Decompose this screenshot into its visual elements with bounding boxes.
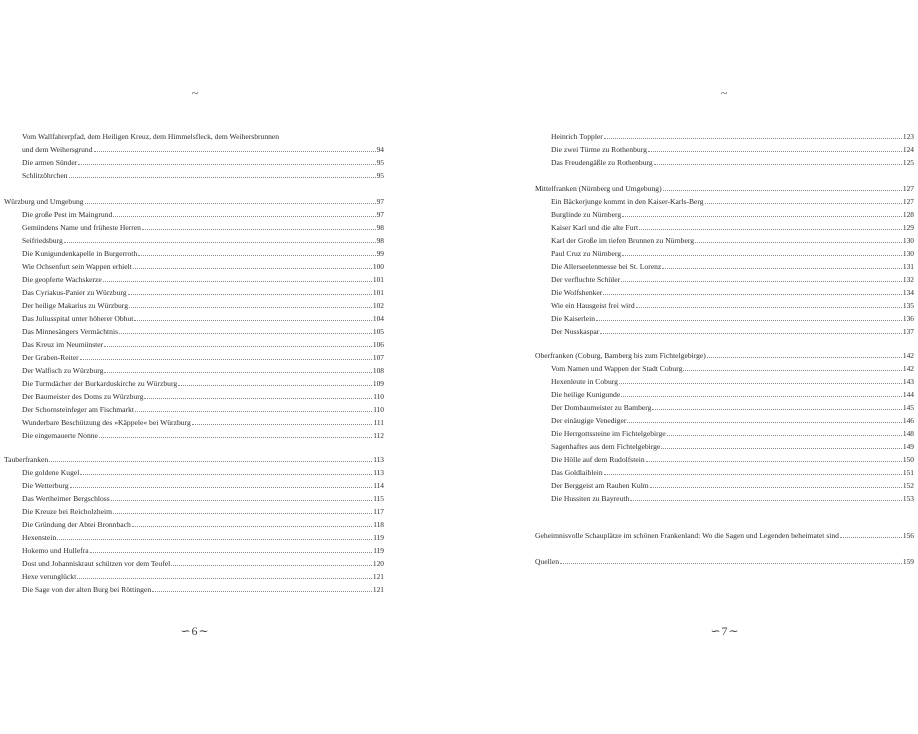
toc-entry-title: Mittelfranken (Nürnberg und Umgebung) — [535, 184, 662, 193]
dot-leader — [600, 333, 902, 334]
toc-entry-page-number: 98 — [376, 236, 384, 245]
toc-entry — [551, 245, 914, 258]
toc-entry-page-number: 110 — [373, 405, 384, 414]
toc-entry-title: Der Graben-Reiter — [22, 353, 79, 362]
toc-entry-page-number: 97 — [376, 197, 384, 206]
toc-entry-page-number: 95 — [376, 171, 384, 180]
dot-leader — [695, 242, 902, 243]
toc-entry-title: Dost und Johanniskraut schützen vor dem Teufel — [22, 559, 171, 568]
toc-entry-title: Karl der Große im tiefen Brunnen zu Nürnberg — [551, 236, 695, 245]
toc-entry-page-number: 94 — [376, 145, 384, 154]
toc-entry-title: Hexenleute in Coburg — [551, 377, 618, 386]
toc-entry-title: Vom Wallfahrerpfad, dem Heiligen Kreuz, dem Himmelsfleck, dem Weihersbrunnen — [22, 132, 280, 141]
toc-entry — [22, 232, 384, 245]
toc-entry-page-number: 128 — [902, 210, 914, 219]
toc-entry-page-number: 131 — [902, 262, 914, 271]
toc-entry-page-number: 142 — [902, 364, 914, 373]
toc-entry-title: Die geopferte Wachskerze — [22, 275, 102, 284]
dot-leader — [663, 190, 902, 191]
toc-entry-page-number: 113 — [373, 455, 384, 464]
toc-entry — [551, 425, 914, 438]
toc-entry-title: Die heilige Kunigunde — [551, 390, 621, 399]
dot-leader — [99, 437, 372, 438]
toc-entry-title: Die Allerseelenmesse bei St. Lorenz — [551, 262, 662, 271]
dot-leader — [113, 216, 375, 217]
toc-entry-title: Burglinde zu Nürnberg — [551, 210, 622, 219]
toc-entry-page-number: 117 — [373, 507, 384, 516]
toc-entry — [551, 193, 914, 206]
page-number: ∽6∼ — [180, 624, 210, 638]
dot-leader — [49, 461, 372, 462]
toc-entry-page-number: 99 — [376, 249, 384, 258]
toc-entry-page-number: 149 — [902, 442, 914, 451]
dot-leader — [80, 359, 372, 360]
toc-entry — [22, 490, 384, 503]
dot-leader — [119, 333, 372, 334]
toc-entry-title: Die Kaiserlein — [551, 314, 596, 323]
toc-entry-title: Der Walfisch zu Würzburg — [22, 366, 104, 375]
toc-entry — [22, 310, 384, 323]
dot-leader — [113, 513, 372, 514]
toc-entry-title: Die Wolfshenker — [551, 288, 603, 297]
dot-leader — [603, 294, 902, 295]
toc-entry-title: Der Berggeist am Rauhen Kulm — [551, 481, 649, 490]
toc-entry-title: Würzburg und Umgebung — [4, 197, 84, 206]
toc-entry-page-number: 127 — [902, 184, 914, 193]
dot-leader — [104, 372, 371, 373]
toc-entry-page-number: 130 — [902, 236, 914, 245]
toc-entry-page-number: 110 — [373, 392, 384, 401]
toc-entry-title: Geheimnisvolle Schauplätze im schönen Frankenland: Wo die Sagen und Legenden beheimatet sind — [535, 531, 839, 540]
toc-entry-title: Die armen Sünder — [22, 158, 78, 167]
toc-entry-title: Die Hölle auf dem Rudolfstein — [551, 455, 645, 464]
toc-entry-title: Sagenhaftes aus dem Fichtelgebirge — [551, 442, 661, 451]
toc-entry-title: Schlitzöhrchen — [22, 171, 68, 180]
toc-entry-page-number: 100 — [372, 262, 384, 271]
toc-entry-title: Die Kunigundenkapelle in Burgerroth — [22, 249, 138, 258]
toc-entry-page-number: 150 — [902, 455, 914, 464]
toc-entry-page-number: 111 — [373, 418, 384, 427]
toc-entry — [22, 375, 384, 388]
toc-entry — [22, 401, 384, 414]
toc-entry — [551, 373, 914, 386]
toc-entry-page-number: 129 — [902, 223, 914, 232]
toc-entry — [22, 503, 384, 516]
toc-entry — [551, 323, 914, 336]
toc-entry — [551, 154, 914, 167]
toc-entry — [551, 490, 914, 503]
dot-leader — [654, 164, 902, 165]
toc-entry — [22, 427, 384, 440]
dot-leader — [646, 461, 902, 462]
toc-entry-title: Die Wetterburg — [22, 481, 69, 490]
toc-entry-page-number: 101 — [372, 275, 384, 284]
toc-entry-title: Die Hussiten zu Bayreuth — [551, 494, 630, 503]
dot-leader — [621, 396, 902, 397]
toc-entry-page-number: 146 — [902, 416, 914, 425]
toc-entry — [551, 310, 914, 323]
dot-leader — [596, 320, 902, 321]
top-ornament: ~ — [720, 86, 728, 100]
dot-leader — [639, 229, 902, 230]
toc-entry-page-number: 125 — [902, 158, 914, 167]
dot-leader — [144, 398, 372, 399]
toc-entry — [551, 206, 914, 219]
dot-leader — [604, 138, 902, 139]
toc-entry — [551, 258, 914, 271]
toc-entry-title: Der Dombaumeister zu Bamberg — [551, 403, 652, 412]
dot-leader — [142, 229, 376, 230]
toc-entry-title: Vom Namen und Wappen der Stadt Coburg — [551, 364, 683, 373]
dot-leader — [652, 409, 901, 410]
toc-entry-title: Paul Cruz zu Nürnberg — [551, 249, 622, 258]
toc-entry-page-number: 107 — [372, 353, 384, 362]
toc-entry — [551, 219, 914, 232]
dot-leader — [707, 357, 902, 358]
toc-entry-page-number: 121 — [372, 572, 384, 581]
dot-leader — [560, 563, 902, 564]
toc-entry — [551, 386, 914, 399]
toc-entry — [551, 451, 914, 464]
toc-entry — [22, 542, 384, 555]
dot-leader — [840, 537, 902, 538]
dot-leader — [70, 487, 373, 488]
toc-entry — [551, 141, 914, 154]
toc-entry-page-number: 113 — [373, 468, 384, 477]
toc-entry — [22, 323, 384, 336]
toc-entry — [22, 568, 384, 581]
dot-leader — [57, 539, 372, 540]
toc-entry-page-number: 102 — [372, 301, 384, 310]
toc-entry-title: Der heilige Makarius zu Würzburg — [22, 301, 128, 310]
dot-leader — [648, 151, 902, 152]
dot-leader — [171, 565, 372, 566]
toc-entry — [22, 258, 384, 271]
dot-leader — [152, 591, 372, 592]
right-page — [459, 0, 918, 734]
dot-leader — [661, 448, 902, 449]
toc-entry — [22, 581, 384, 594]
toc-section-heading — [535, 553, 914, 566]
toc-entry — [22, 141, 384, 154]
toc-entry-title: Der verfluchte Schüler — [551, 275, 621, 284]
dot-leader — [630, 500, 902, 501]
toc-entry-page-number: 108 — [372, 366, 384, 375]
toc-entry-title: Hexe verunglückt — [22, 572, 77, 581]
toc-entry-title: Die Turmdächer der Burkarduskirche zu Würzburg — [22, 379, 178, 388]
toc-entry — [551, 464, 914, 477]
dot-leader — [604, 474, 902, 475]
toc-entry-page-number: 145 — [902, 403, 914, 412]
toc-entry-page-number: 98 — [376, 223, 384, 232]
toc-entry — [22, 516, 384, 529]
toc-entry — [22, 245, 384, 258]
toc-entry — [22, 529, 384, 542]
toc-entry-page-number: 104 — [372, 314, 384, 323]
toc-entry-title: Tauberfranken — [4, 455, 49, 464]
toc-entry — [22, 362, 384, 375]
dot-leader — [662, 268, 902, 269]
toc-entry-title: Die Gründung der Abtei Bronnbach — [22, 520, 131, 529]
toc-entry-title: Der Nusskaspar — [551, 327, 600, 336]
dot-leader — [667, 435, 902, 436]
toc-entry-page-number: 159 — [902, 557, 914, 566]
dot-leader — [111, 500, 373, 501]
toc-entry — [22, 219, 384, 232]
toc-entry — [22, 154, 384, 167]
toc-entry — [22, 206, 384, 219]
toc-section-heading — [535, 527, 914, 540]
toc-entry — [22, 128, 384, 141]
toc-entry-page-number: 112 — [373, 431, 384, 440]
toc-entry-page-number: 137 — [902, 327, 914, 336]
toc-entry-page-number: 151 — [902, 468, 914, 477]
dot-leader — [138, 255, 375, 256]
toc-section-heading — [535, 180, 914, 193]
dot-leader — [178, 385, 372, 386]
dot-leader — [80, 474, 372, 475]
dot-leader — [705, 203, 902, 204]
page-number: ∽7∼ — [710, 624, 740, 638]
toc-entry-page-number: 95 — [376, 158, 384, 167]
toc-entry-page-number: 144 — [902, 390, 914, 399]
dot-leader — [103, 281, 372, 282]
toc-entry — [551, 438, 914, 451]
toc-entry-title: Kaiser Karl und die alte Furt — [551, 223, 639, 232]
toc-entry — [22, 297, 384, 310]
toc-entry-page-number: 127 — [902, 197, 914, 206]
dot-leader — [192, 424, 373, 425]
dot-leader — [77, 578, 372, 579]
toc-entry-page-number: 106 — [372, 340, 384, 349]
dot-leader — [135, 411, 372, 412]
toc-entry-title: Wie Ochsenfurt sein Wappen erhielt — [22, 262, 132, 271]
toc-entry-page-number: 130 — [902, 249, 914, 258]
toc-entry-page-number: 120 — [372, 559, 384, 568]
toc-entry-title: Die Kreuze bei Reicholzheim — [22, 507, 113, 516]
dot-leader — [134, 320, 372, 321]
toc-entry — [22, 414, 384, 427]
toc-entry — [22, 555, 384, 568]
toc-entry-title: Hexenstein — [22, 533, 57, 542]
toc-entry-title: Seifriedsburg — [22, 236, 63, 245]
toc-entry-page-number: 119 — [373, 546, 384, 555]
toc-entry-page-number: 109 — [372, 379, 384, 388]
toc-entry-page-number: 114 — [373, 481, 384, 490]
toc-entry-page-number: 97 — [376, 210, 384, 219]
dot-leader — [128, 294, 372, 295]
toc-entry-page-number: 148 — [902, 429, 914, 438]
dot-leader — [69, 177, 376, 178]
toc-entry-title: Wunderbare Beschützung des »Käppele« bei Würzburg — [22, 418, 191, 427]
toc-entry-page-number: 121 — [372, 585, 384, 594]
toc-entry-title: Das Goldlaiblein — [551, 468, 603, 477]
toc-entry-page-number: 152 — [902, 481, 914, 490]
toc-entry-title: Quellen — [535, 557, 560, 566]
toc-entry — [551, 477, 914, 490]
toc-entry-page-number: 123 — [902, 132, 914, 141]
toc-entry — [22, 464, 384, 477]
dot-leader — [132, 526, 372, 527]
toc-entry-title: Das Juliusspital unter höherer Obhut — [22, 314, 134, 323]
toc-entry — [551, 232, 914, 245]
toc-entry-page-number: 101 — [372, 288, 384, 297]
toc-entry-title: Das Cyriakus-Panier zu Würzburg — [22, 288, 127, 297]
toc-entry — [551, 412, 914, 425]
toc-section-heading — [4, 451, 384, 464]
toc-entry-title: Die große Pest im Maingrund — [22, 210, 113, 219]
toc-entry — [22, 477, 384, 490]
toc-entry-page-number: 115 — [373, 494, 384, 503]
toc-entry-title: Die zwei Türme zu Rothenburg — [551, 145, 647, 154]
toc-entry-page-number: 119 — [373, 533, 384, 542]
toc-entry — [551, 128, 914, 141]
toc-entry-title: Die Herrgottssteine im Fichtelgebirge — [551, 429, 666, 438]
toc-entry-page-number: 153 — [902, 494, 914, 503]
toc-entry — [551, 297, 914, 310]
toc-entry-title: Die goldene Kugel — [22, 468, 80, 477]
dot-leader — [94, 151, 376, 152]
toc-entry — [22, 271, 384, 284]
dot-leader — [104, 346, 372, 347]
dot-leader — [90, 552, 373, 553]
toc-entry-page-number: 132 — [902, 275, 914, 284]
toc-entry-page-number: 118 — [373, 520, 384, 529]
toc-entry-page-number: 105 — [372, 327, 384, 336]
toc-entry-page-number: 134 — [902, 288, 914, 297]
dot-leader — [650, 487, 902, 488]
toc-entry — [551, 271, 914, 284]
toc-entry-title: Das Kreuz im Neumünster — [22, 340, 104, 349]
toc-entry — [22, 284, 384, 297]
toc-entry-title: Der Baumeister des Doms zu Würzburg — [22, 392, 144, 401]
dot-leader — [85, 203, 376, 204]
toc-entry — [22, 349, 384, 362]
dot-leader — [621, 281, 902, 282]
toc-entry — [551, 284, 914, 297]
toc-entry-title: Der Schornsteinfeger am Fischmarkt — [22, 405, 134, 414]
toc-section-heading — [4, 193, 384, 206]
toc-entry-title: Wie ein Hausgeist frei wird — [551, 301, 635, 310]
toc-section-heading — [535, 347, 914, 360]
toc-entry-page-number: 143 — [902, 377, 914, 386]
dot-leader — [622, 216, 902, 217]
toc-entry — [551, 360, 914, 373]
toc-entry — [22, 388, 384, 401]
toc-entry — [551, 399, 914, 412]
dot-leader — [627, 422, 902, 423]
dot-leader — [619, 383, 902, 384]
dot-leader — [64, 242, 376, 243]
toc-entry-title: Das Minnesängers Vermächtnis — [22, 327, 119, 336]
dot-leader — [622, 255, 902, 256]
toc-entry — [22, 336, 384, 349]
toc-entry-title: Heinrich Toppler — [551, 132, 603, 141]
toc-entry-title: Die Sage von der alten Burg bei Röttingen — [22, 585, 152, 594]
toc-entry-title: Die eingemauerte Nonne — [22, 431, 98, 440]
toc-entry — [22, 167, 384, 180]
toc-entry-title: Das Freudengäßle zu Rothenburg — [551, 158, 653, 167]
toc-entry-page-number: 136 — [902, 314, 914, 323]
toc-entry-title: Gemündens Name und früheste Herren — [22, 223, 141, 232]
toc-entry-title: Ein Bäckerjunge kommt in den Kaiser-Karls-Berg — [551, 197, 704, 206]
toc-entry-title: Hokemo und Hullefra — [22, 546, 89, 555]
toc-entry-title: und dem Weihersgrund — [22, 145, 93, 154]
toc-entry-page-number: 156 — [902, 531, 914, 540]
dot-leader — [129, 307, 372, 308]
dot-leader — [683, 370, 901, 371]
toc-entry-page-number: 135 — [902, 301, 914, 310]
toc-entry-title: Der einäugige Venediger — [551, 416, 627, 425]
dot-leader — [133, 268, 372, 269]
toc-entry-page-number: 124 — [902, 145, 914, 154]
toc-entry-page-number: 142 — [902, 351, 914, 360]
top-ornament: ~ — [191, 86, 199, 100]
dot-leader — [78, 164, 375, 165]
toc-entry-title: Das Wertheimer Bergschloss — [22, 494, 110, 503]
toc-entry-title: Oberfranken (Coburg, Bamberg bis zum Fichtelgebirge) — [535, 351, 706, 360]
dot-leader — [636, 307, 902, 308]
